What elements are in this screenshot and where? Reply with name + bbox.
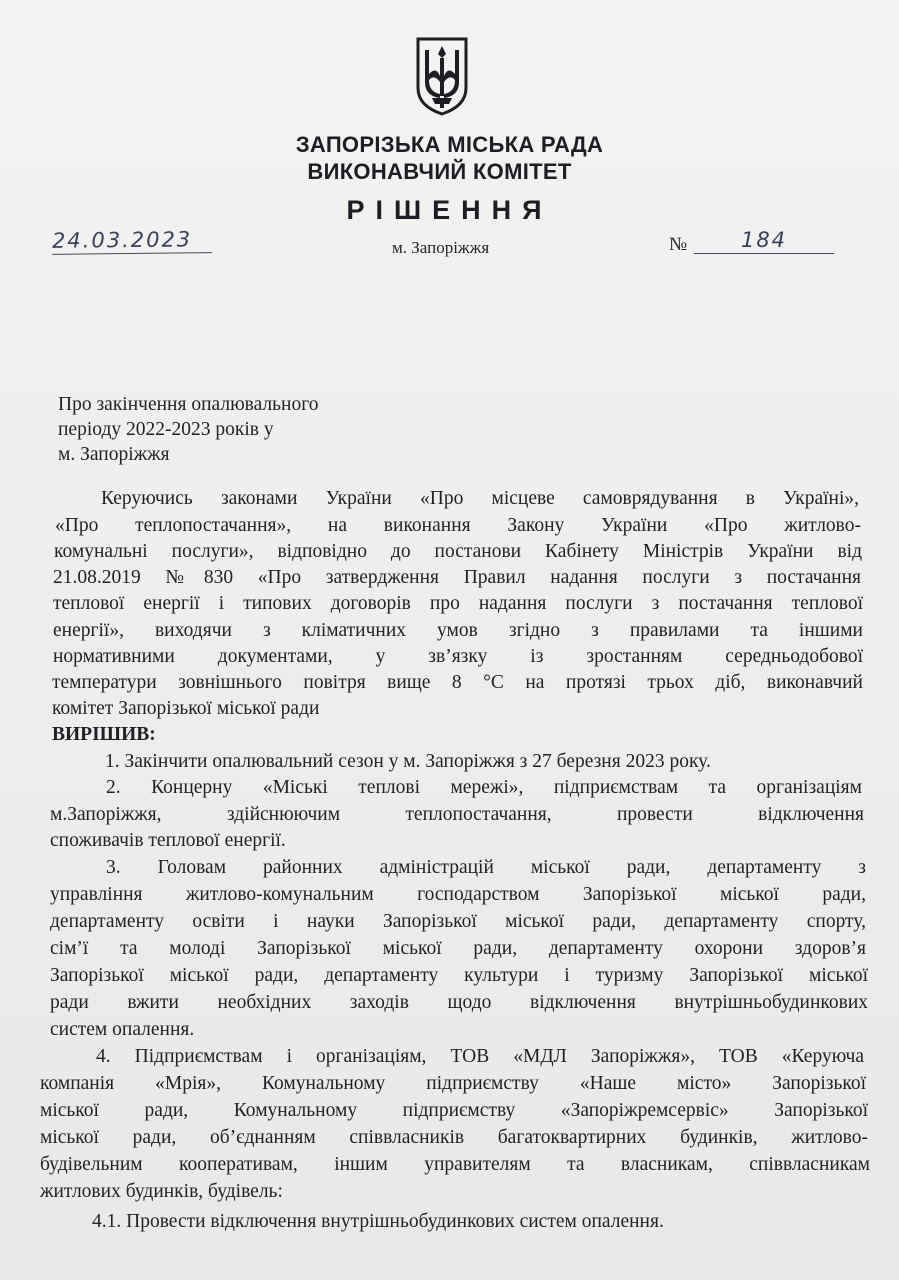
preamble-line: «Про теплопостачання», на виконання Закону України «Про житлово-	[55, 515, 861, 536]
decision-item-4-line: компанія «Мрія», Комунальному підприємству «Наше місто» Запорізької	[40, 1073, 866, 1094]
trident-coat-of-arms-icon	[414, 36, 470, 116]
decision-item-4-line: міської ради, Комунальному підприємству «Запоріжремсервіс» Запорізької	[40, 1100, 868, 1121]
document-subject	[58, 392, 318, 467]
preamble-line: температури зовнішнього повітря вище 8 °С на протязі трьох діб, виконавчий	[52, 672, 863, 693]
subject-line: м. Запоріжжя	[58, 444, 170, 465]
decision-item-1: 1. Закінчити опалювальний сезон у м. Запоріжжя з 27 березня 2023 року.	[105, 751, 711, 772]
preamble-line: комітет Запорізької міської ради	[52, 698, 320, 719]
preamble-line: Керуючись законами України «Про місцеве самоврядування в Україні»,	[101, 488, 859, 509]
decision-item-2-line: м.Запоріжжя, здійснюючим теплопостачання, провести відключення	[50, 804, 864, 825]
preamble-line: нормативними документами, у зв’язку із зростанням середньодобової	[53, 646, 863, 667]
decision-item-3-line: департаменту освіти і науки Запорізької міської ради, департаменту спорту,	[50, 911, 866, 932]
decision-item-3-line: управління житлово-комунальним господарством Запорізької міської ради,	[50, 884, 866, 905]
decision-item-2-line: споживачів теплової енергії.	[50, 830, 286, 851]
preamble-line: теплової енергії і типових договорів про надання послуги з постачання теплової	[53, 593, 863, 614]
decision-item-3-line: Запорізької міської ради, департаменту культури і туризму Запорізької міської	[50, 965, 868, 986]
decision-item-3-line: ради вжити необхідних заходів щодо відключення внутрішньобудинкових	[50, 992, 868, 1013]
decision-item-2-line: 2. Концерну «Міські теплові мережі», підприємствам та організаціям	[106, 777, 862, 798]
decision-item-4-line: житлових будинків, будівель:	[40, 1181, 283, 1202]
handwritten-date: 24.03.2023	[52, 227, 212, 255]
decision-item-3-line: систем опалення.	[50, 1019, 195, 1040]
city-label: м. Запоріжжя	[392, 238, 490, 257]
preamble-line: енергії», виходячи з кліматичних умов згідно з правилами та іншими	[53, 620, 863, 641]
decision-item-3-line: 3. Головам районних адміністрацій міської ради, департаменту з	[106, 857, 866, 878]
organization-title: ЗАПОРІЗЬКА МІСЬКА РАДА	[295, 132, 604, 157]
subject-line: Про закінчення опалювального	[58, 394, 319, 415]
document-type-title: РІШЕННЯ	[346, 195, 553, 225]
subject-line: періоду 2022-2023 років у	[58, 419, 274, 440]
preamble-line: комунальні послуги», відповідно до постанови Кабінету Міністрів України від	[54, 541, 862, 562]
resolved-heading: ВИРІШИВ:	[52, 724, 156, 745]
executive-committee-title: ВИКОНАВЧИЙ КОМІТЕТ	[307, 159, 572, 184]
decision-item-4-line: міської ради, об’єднанням співвласників багатоквартирних будинків, житлово-	[40, 1127, 868, 1148]
handwritten-document-number: 184	[694, 228, 834, 254]
decision-item-3-line: сім’ї та молоді Запорізької міської ради, департаменту охорони здоров’я	[50, 938, 866, 959]
decision-item-4-1: 4.1. Провести відключення внутрішньобудинкових систем опалення.	[92, 1211, 664, 1232]
number-label: №	[669, 234, 688, 255]
preamble-line: 21.08.2019 №830 «Про затвердження Правил надання послуги з постачання	[53, 567, 861, 588]
decision-item-4-line: будівельним кооперативам, іншим управителям та власникам, співвласникам	[40, 1154, 870, 1175]
decision-item-4-line: 4. Підприємствам і організаціям, ТОВ «МДЛ Запоріжжя», ТОВ «Керуюча	[96, 1046, 864, 1067]
